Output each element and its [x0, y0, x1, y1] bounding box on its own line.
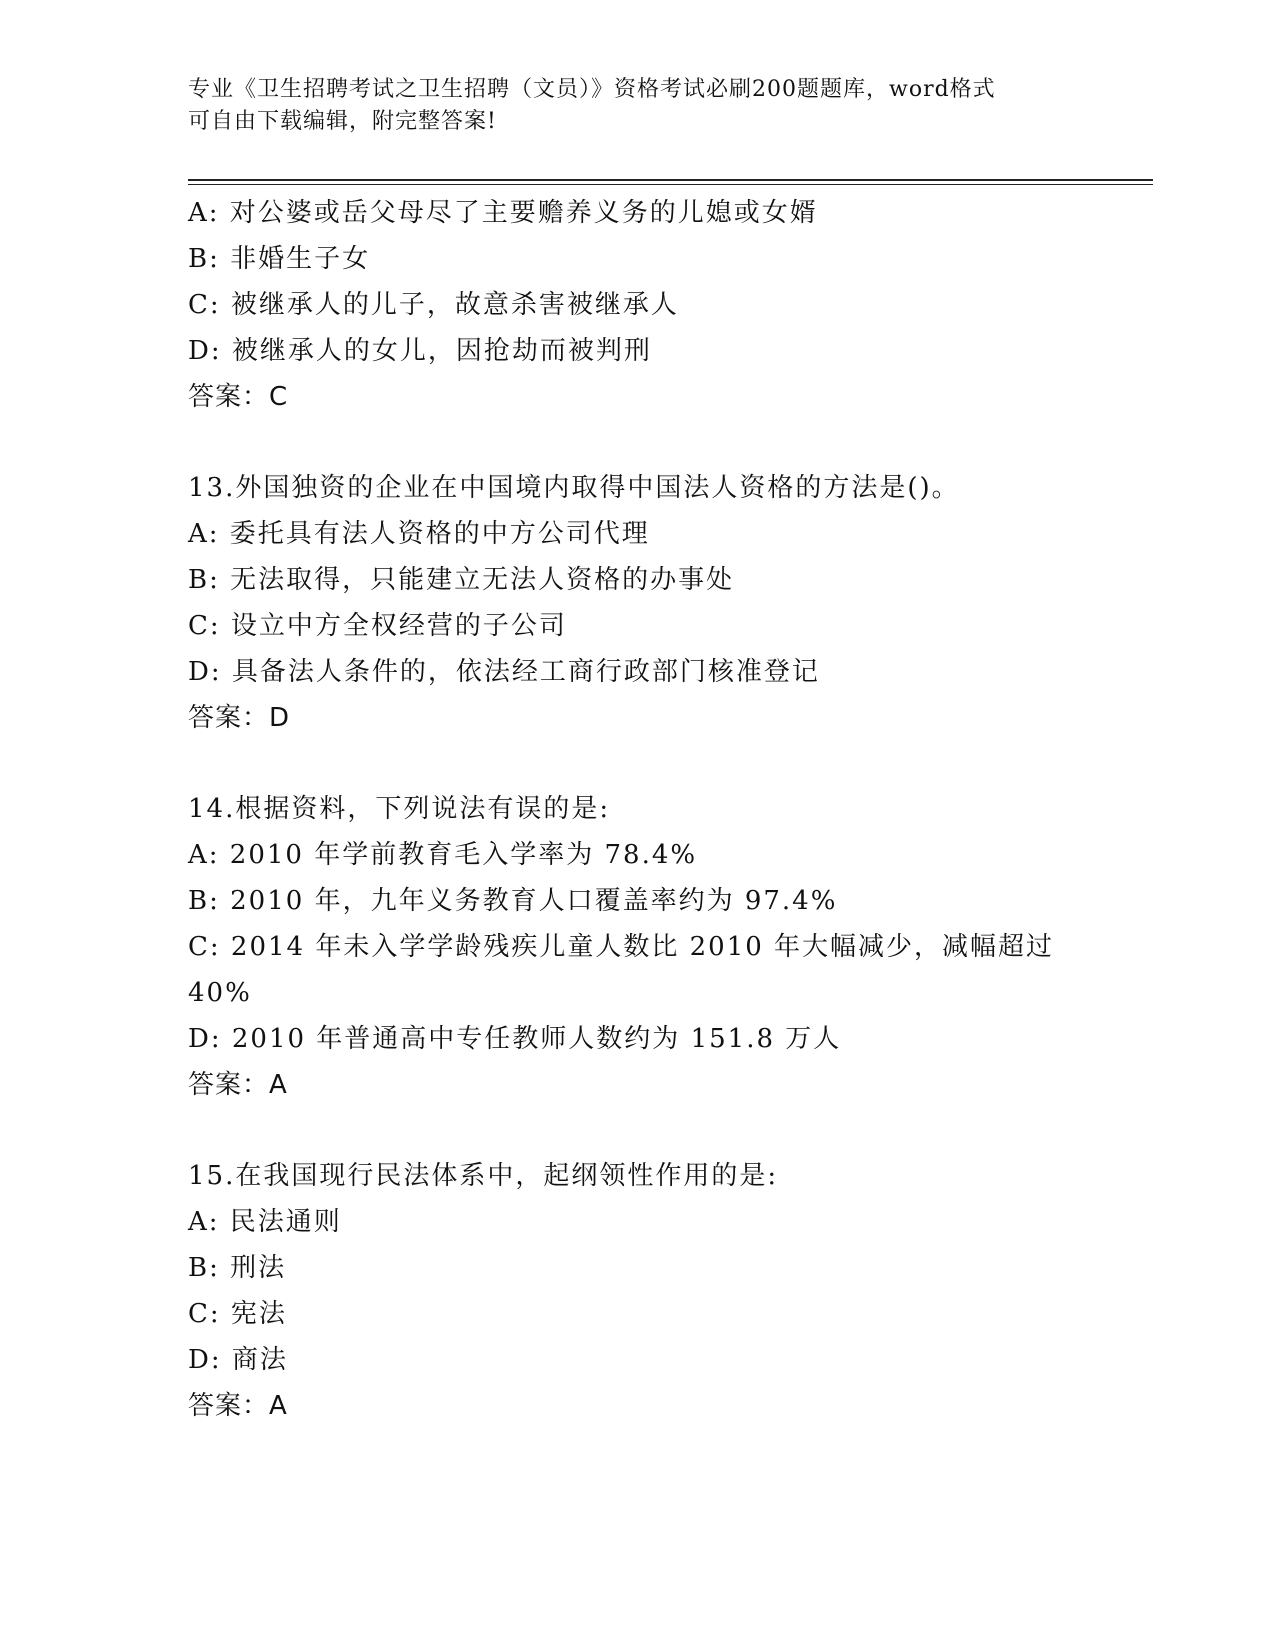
option-c-continued: 40% — [188, 978, 252, 1008]
option-d: D: 商法 — [188, 1345, 288, 1375]
spacer — [188, 420, 1088, 465]
header-line-1: 专业《卫生招聘考试之卫生招聘（文员）》资格考试必刷200题题库，word格式 — [188, 77, 996, 102]
question-15 — [188, 1153, 1088, 1429]
option-a: A: 委托具有法人资格的中方公司代理 — [188, 519, 650, 549]
option-c: C: 被继承人的儿子，故意杀害被继承人 — [188, 290, 679, 320]
option-a: A: 2010 年学前教育毛入学率为 78.4% — [188, 840, 698, 870]
question-title: 13.外国独资的企业在中国境内取得中国法人资格的方法是()。 — [188, 473, 960, 503]
option-b: B: 无法取得，只能建立无法人资格的办事处 — [188, 565, 735, 595]
question-13 — [188, 465, 1088, 741]
header-divider-thick — [188, 179, 1153, 181]
option-c: C: 宪法 — [188, 1299, 287, 1329]
spacer — [188, 741, 1088, 786]
question-list — [188, 190, 1088, 1429]
question-14 — [188, 786, 1088, 1108]
question-title: 15.在我国现行民法体系中，起纲领性作用的是: — [188, 1161, 779, 1191]
question-title: 14.根据资料，下列说法有误的是: — [188, 794, 611, 824]
option-a: A: 民法通则 — [188, 1207, 342, 1237]
answer-line: 答案：A — [188, 1391, 288, 1421]
answer-line: 答案：C — [188, 382, 289, 412]
option-c: C: 设立中方全权经营的子公司 — [188, 611, 567, 641]
option-a: A: 对公婆或岳父母尽了主要赡养义务的儿媳或女婿 — [188, 198, 818, 228]
spacer — [188, 1108, 1088, 1153]
option-d: D: 具备法人条件的，依法经工商行政部门核准登记 — [188, 657, 820, 687]
answer-line: 答案：A — [188, 1070, 288, 1100]
option-d: D: 2010 年普通高中专任教师人数约为 151.8 万人 — [188, 1024, 842, 1054]
option-d: D: 被继承人的女儿，因抢劫而被判刑 — [188, 336, 652, 366]
header-line-2: 可自由下载编辑，附完整答案! — [188, 109, 497, 134]
option-b: B: 刑法 — [188, 1253, 287, 1283]
question-12 — [188, 190, 1088, 420]
document-header — [188, 74, 1068, 138]
option-c: C: 2014 年未入学学龄残疾儿童人数比 2010 年大幅减少，减幅超过 — [188, 932, 1055, 962]
header-divider-thin — [188, 184, 1153, 185]
answer-line: 答案：D — [188, 703, 291, 733]
option-b: B: 非婚生子女 — [188, 244, 371, 274]
option-b: B: 2010 年，九年义务教育人口覆盖率约为 97.4% — [188, 886, 838, 916]
